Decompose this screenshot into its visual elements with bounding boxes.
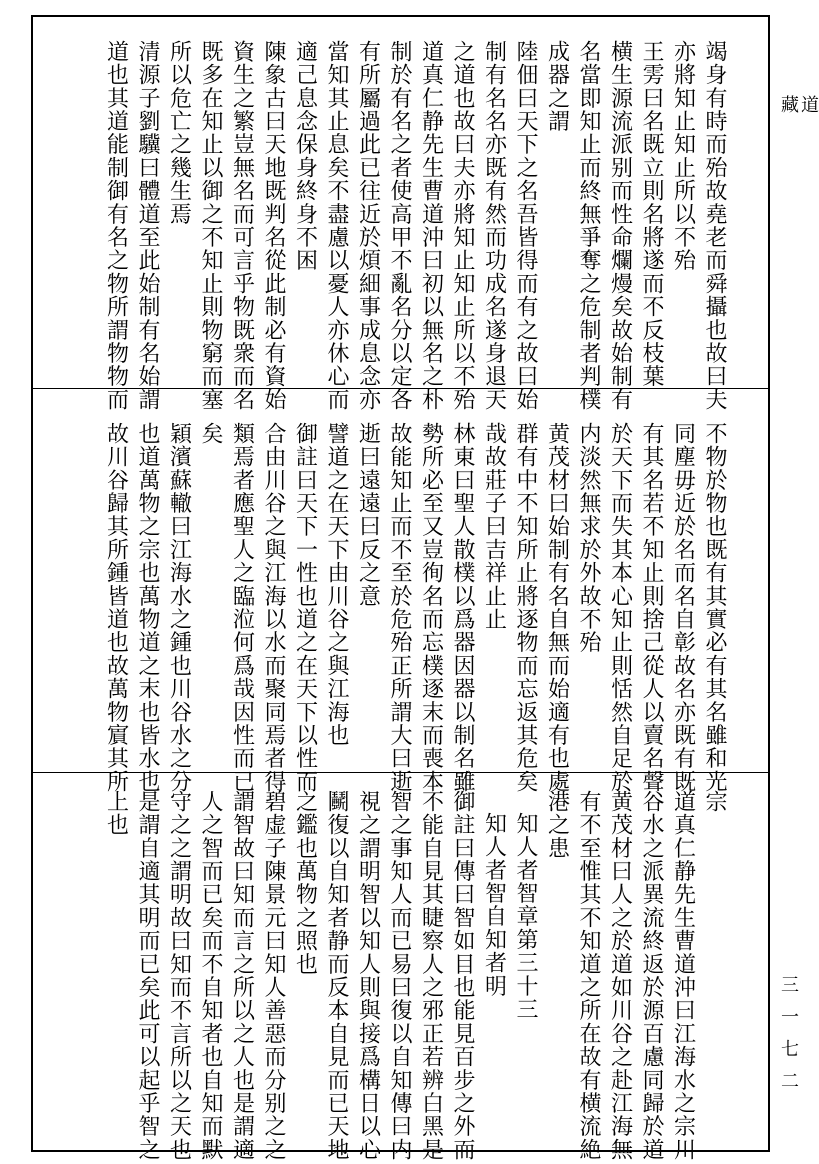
- text-column: 宗: [702, 790, 727, 814]
- text-column: 守之之謂明故曰知而不言所以之天也: [166, 790, 192, 1162]
- text-column: 不能自見其睫察人之邪正若辨白黑是: [418, 790, 444, 1162]
- text-column: 資生之繁豈無名而可言乎物既衆而名: [229, 40, 255, 412]
- text-column: 適己息念保身終身不困: [292, 40, 318, 272]
- text-column: 制於有名之者使高甲不亂名分以定各: [387, 40, 412, 412]
- text-column: 碧虚子陳景元曰知人善惡而分别之之: [261, 790, 286, 1162]
- text-column: 道真仁静先生曹道沖曰江海水之宗川: [670, 790, 696, 1162]
- text-column: 也道萬物之宗也萬物道之末也皆水也: [135, 422, 160, 794]
- text-column: 之鑑也萬物之照也: [292, 790, 318, 976]
- text-column: 道真仁静先生曹道沖曰初以無名之朴: [418, 40, 444, 412]
- text-column: 鬭復以自知者静而反本自見而已天地: [324, 790, 349, 1162]
- text-column: 逝曰遠遠曰反之意: [355, 422, 381, 608]
- text-column: 穎濱蘇轍曰江海水之鍾也川谷水之分: [166, 422, 192, 794]
- page-number: 三一七二: [778, 975, 799, 1103]
- text-column: 有所屬過此已往近於煩細事成息念亦: [355, 40, 381, 412]
- text-column: 同塵毋近於名而名自彰故名亦既有既: [670, 422, 696, 794]
- text-column: 不物於物也既有其實必有其名雖和光: [702, 422, 727, 794]
- text-column: 成器之謂: [544, 40, 570, 133]
- text-column: 上也: [103, 790, 129, 837]
- text-column: 御註曰傳曰智如目也能見百步之外而: [450, 790, 475, 1162]
- text-column: 群有中不知所止將逐物而忘返其危矣: [513, 422, 538, 794]
- text-column: 竭身有時而殆故堯老而舜攝也故曰夫: [702, 40, 727, 412]
- scripture-line: 知人者智自知者明: [481, 812, 507, 998]
- text-column: 有不至惟其不知道之所在故有横流絶: [576, 790, 601, 1162]
- text-column: 横生源流派别而性命爛熳矣故始制有: [607, 40, 633, 412]
- text-column: 黄茂材曰始制有名自無而始適有也處: [544, 422, 570, 794]
- text-column: 於天下而失其本心知止則恬然自足於: [607, 422, 633, 794]
- text-column: 所以危亡之幾生焉: [166, 40, 192, 226]
- text-column: 當知其止息矣不盡慮以憂人亦休心而: [324, 40, 349, 412]
- text-column: 有其名若不知止則捨己從人以賣名聲: [639, 422, 664, 794]
- text-column: 港之患: [544, 790, 570, 860]
- text-column: 陳象古曰天地既判名從此制必有資始: [261, 40, 286, 412]
- text-column: 内淡然無求於外故不殆: [576, 422, 601, 654]
- text-column: 名當即知止而終無爭奪之危制者判樸: [576, 40, 601, 412]
- text-column: 之道也故曰夫亦將知止知止所以不殆: [450, 40, 475, 412]
- text-column: 是謂自適其明而已矣此可以起乎智之: [135, 790, 160, 1162]
- text-column: 勢所必至又豈徇名而忘樸逐末而喪本: [418, 422, 444, 794]
- text-column: 谷水之派異流終返於源百慮同歸於道: [639, 790, 664, 1162]
- text-column: 視之謂明智以知人則與接爲構日以心: [355, 790, 381, 1162]
- text-column: 陸佃曰天下之名吾皆得而有之故曰始: [513, 40, 538, 412]
- text-column: 矣: [198, 422, 223, 446]
- text-column: 林東曰聖人散樸以爲器因器以制名雖: [450, 422, 475, 794]
- collection-title: 道藏: [778, 95, 819, 171]
- text-column: 故川谷歸其所鍾皆道也故萬物賔其所: [103, 422, 129, 794]
- text-column: 道也其道能制御有名之物所謂物物而: [103, 40, 129, 412]
- text-column: 既多在知止以御之不知止則物窮而塞: [198, 40, 223, 412]
- text-column: 譬道之在天下由川谷之與江海也: [324, 422, 349, 747]
- text-column: 亦將知止知止所以不殆: [670, 40, 696, 272]
- chapter-heading: 知人者智章第三十三: [513, 812, 538, 1021]
- text-column: 黄茂材曰人之於道如川谷之赴江海無: [607, 790, 633, 1162]
- text-column: 御註曰天下一性也道之在天下以性而: [292, 422, 318, 794]
- text-column: 合由川谷之與江海以水而聚同焉者得: [261, 422, 286, 794]
- text-column: 謂智故曰知而言之所以之人也是謂適: [229, 790, 255, 1162]
- text-panel-top: [38, 40, 730, 412]
- text-column: 王雱曰名既立則名將遂而不反枝葉: [639, 40, 664, 388]
- text-column: 制有名名亦既有然而功成名遂身退天: [481, 40, 507, 412]
- text-column: 清源子劉驥曰體道至此始制有名始謂: [135, 40, 160, 412]
- text-column: 智之事知人而已易曰復以自知傳曰内: [387, 790, 412, 1162]
- text-column: 故能知止而不至於危殆正所謂大曰逝: [387, 422, 412, 794]
- text-column: 類焉者應聖人之臨涖何爲哉因性而已: [229, 422, 255, 794]
- text-panel-bottom: [38, 790, 730, 1162]
- text-column: 人之智而已矣而不自知者也自知而默: [198, 790, 223, 1162]
- text-column: 哉故莊子曰吉祥止止: [481, 422, 507, 631]
- text-panel-middle: [38, 422, 730, 794]
